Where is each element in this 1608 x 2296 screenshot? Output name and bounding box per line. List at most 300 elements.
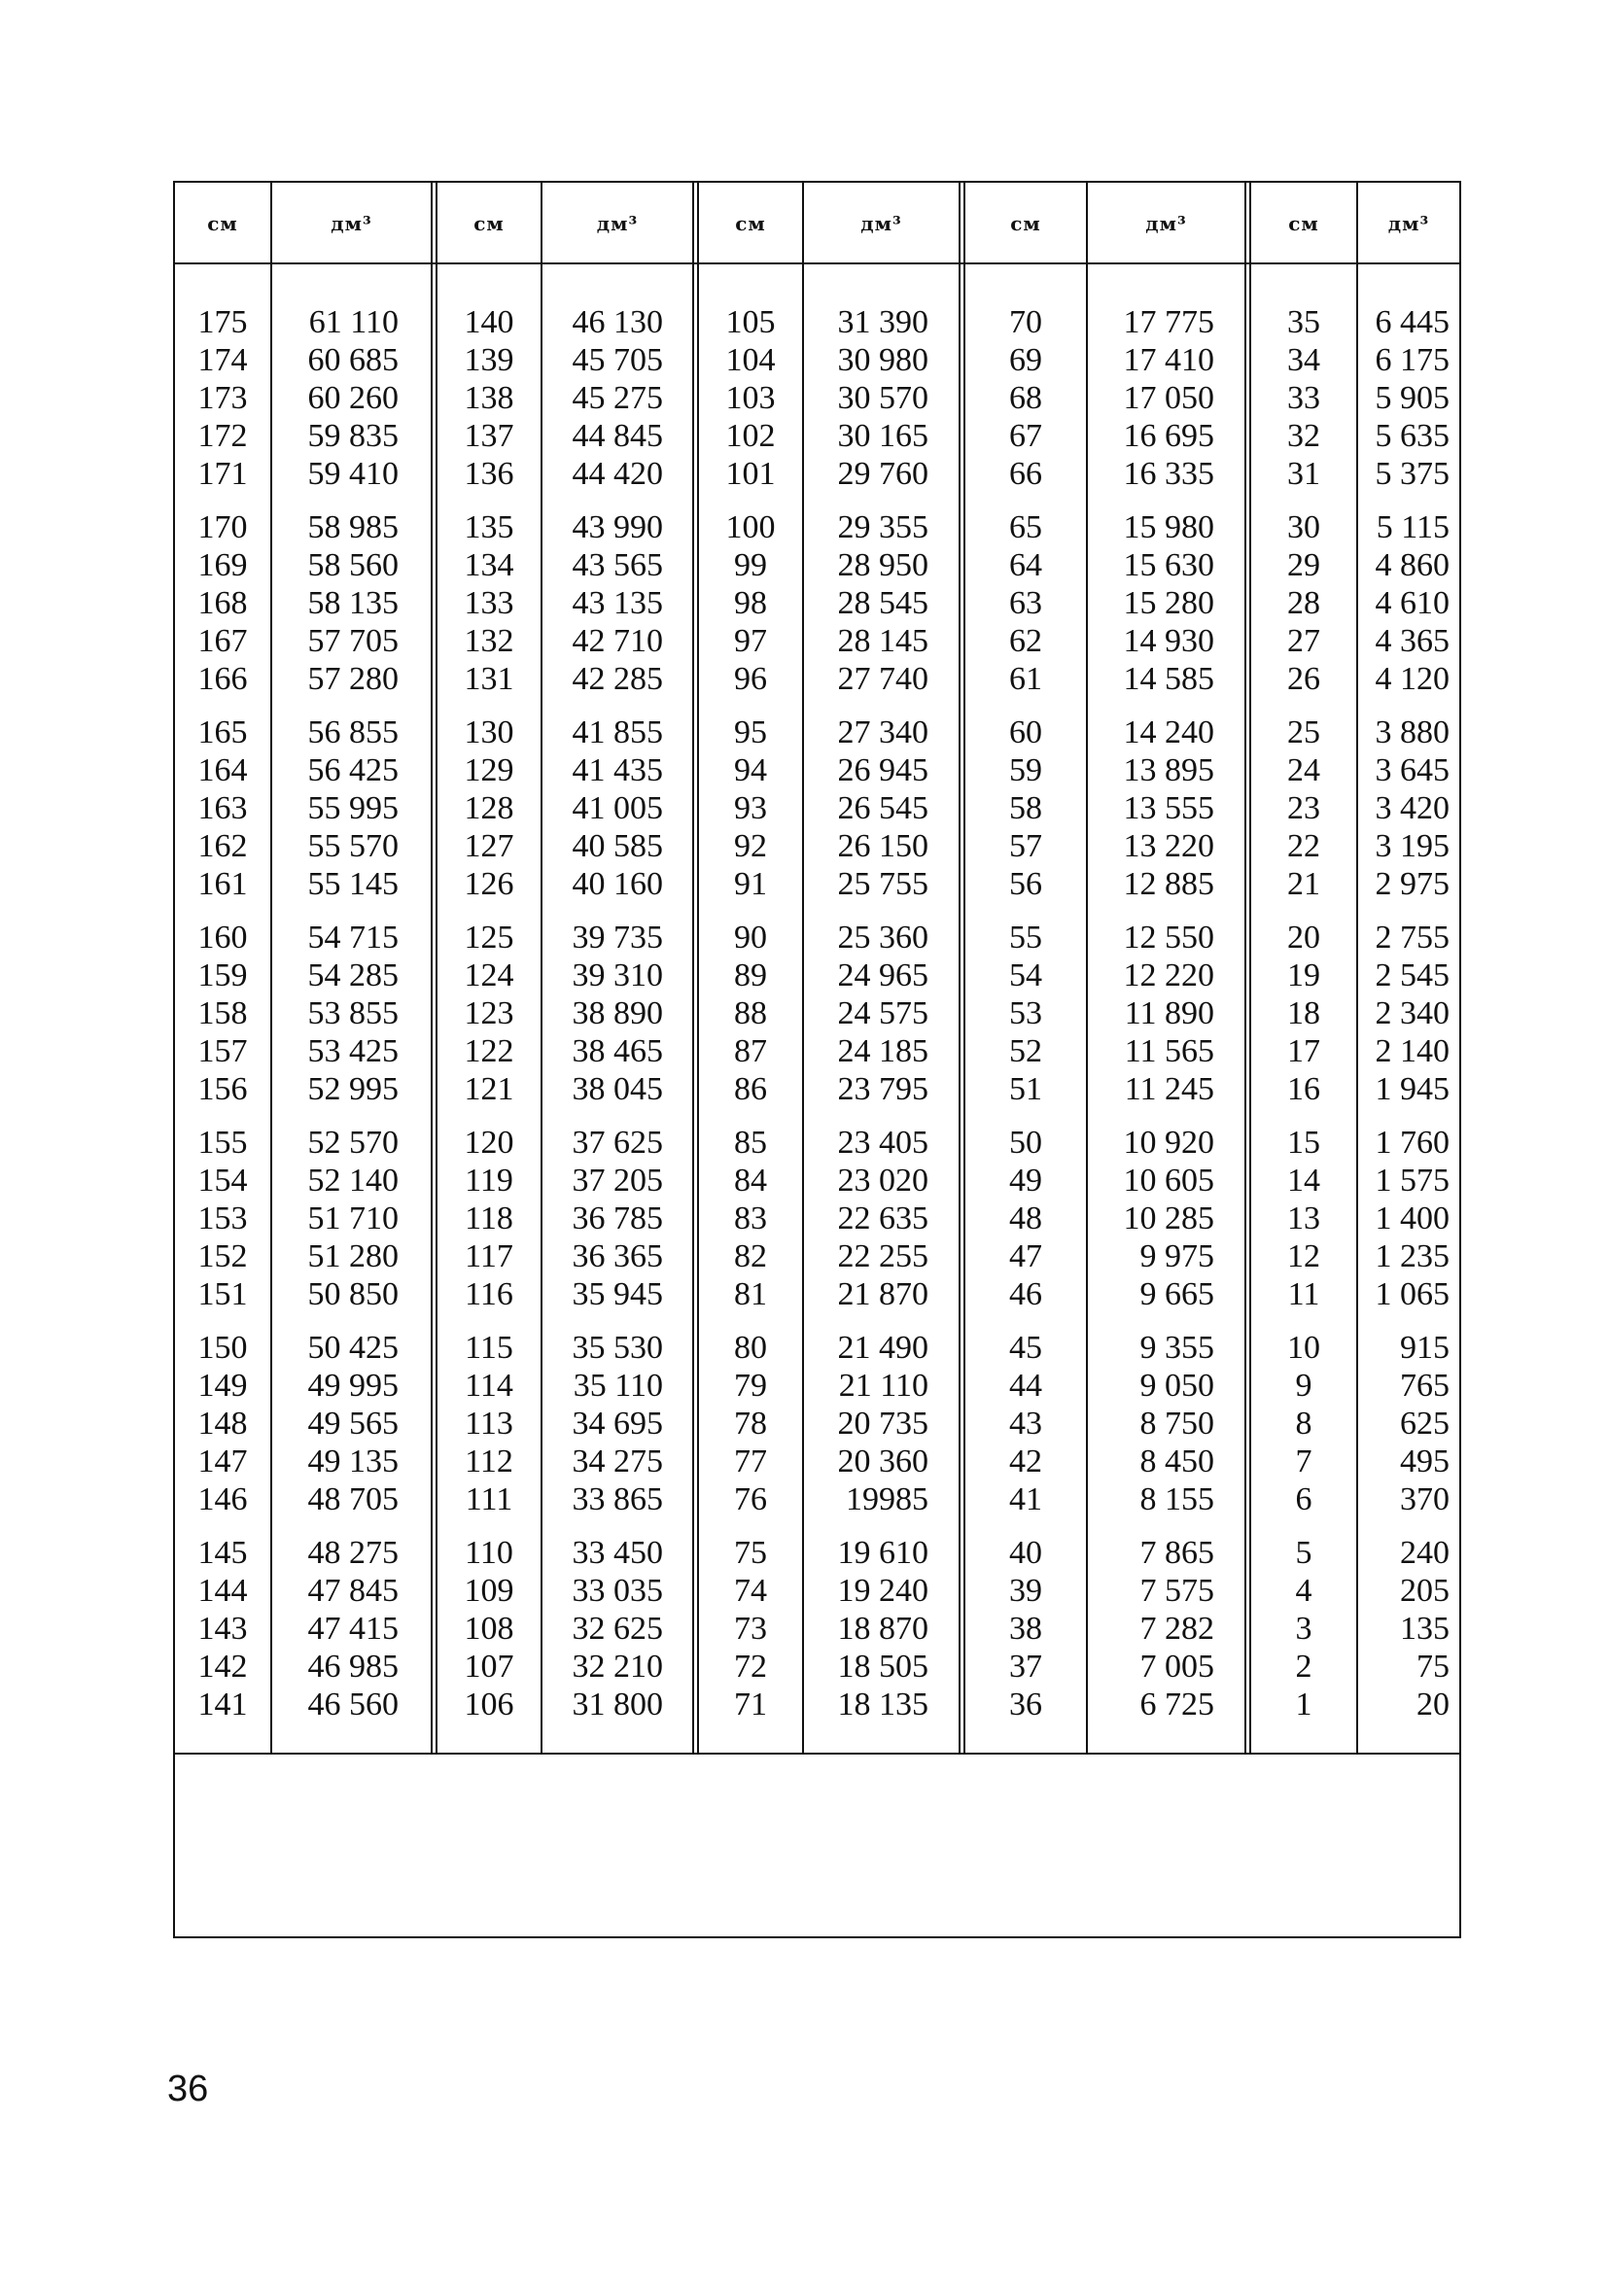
cm-value: 78	[734, 1406, 767, 1442]
dm3-value: 2 340	[1375, 995, 1450, 1031]
cm-value: 72	[734, 1649, 767, 1685]
cm-value: 103	[725, 380, 776, 416]
cm-value: 169	[197, 547, 248, 583]
dm3-value: 31 800	[572, 1687, 663, 1722]
row-group	[1251, 1534, 1356, 1723]
cm-value: 11	[1287, 1276, 1320, 1312]
row-group	[965, 1534, 1086, 1723]
row-group	[272, 303, 399, 493]
dm3-value: 28 145	[837, 623, 928, 659]
row-group	[1088, 1329, 1214, 1518]
cm-value: 149	[197, 1368, 248, 1404]
dm3-value: 47 845	[307, 1573, 399, 1609]
row-group	[965, 1329, 1086, 1518]
dm3-value: 57 280	[307, 661, 399, 697]
row-group	[1358, 1534, 1450, 1723]
dm3-value: 12 550	[1123, 920, 1214, 956]
row-group	[1088, 919, 1214, 1108]
dm3-value: 30 570	[837, 380, 928, 416]
cm-value: 49	[1009, 1163, 1042, 1199]
cm-value: 17	[1287, 1033, 1320, 1069]
cm-value: 132	[464, 623, 514, 659]
cm-value: 167	[197, 623, 248, 659]
cm-value: 31	[1287, 456, 1320, 492]
dm3-value: 40 160	[572, 866, 663, 902]
cm-value: 29	[1287, 547, 1320, 583]
dm3-value: 25 360	[837, 920, 928, 956]
dm3-value: 765	[1400, 1368, 1450, 1404]
cm-value: 42	[1009, 1444, 1042, 1479]
dm3-value: 51 280	[307, 1238, 399, 1274]
cm-value: 91	[734, 866, 767, 902]
cm-value: 32	[1287, 418, 1320, 454]
row-group	[699, 713, 802, 903]
row-group	[699, 1534, 802, 1723]
cm-value: 160	[197, 920, 248, 956]
dm3-value: 18 505	[837, 1649, 928, 1685]
cm-value: 80	[734, 1330, 767, 1366]
cm-value: 57	[1009, 828, 1042, 864]
cm-column-2	[437, 303, 541, 1739]
cm-value: 50	[1009, 1125, 1042, 1161]
dm3-value: 14 930	[1123, 623, 1214, 659]
dm3-value: 2 755	[1375, 920, 1450, 956]
header-cm-5: см	[1288, 212, 1319, 235]
dm3-value: 61 110	[308, 304, 399, 340]
dm3-value: 33 450	[572, 1535, 663, 1571]
dm3-value: 75	[1416, 1649, 1450, 1685]
row-group	[1251, 303, 1356, 493]
cm-value: 117	[465, 1238, 513, 1274]
row-group	[272, 919, 399, 1108]
cm-value: 159	[197, 957, 248, 993]
dm3-value: 15 980	[1123, 509, 1214, 545]
cm-value: 97	[734, 623, 767, 659]
row-group	[542, 1329, 663, 1518]
dm3-value: 2 975	[1375, 866, 1450, 902]
row-group	[804, 713, 928, 903]
dm3-value: 28 950	[837, 547, 928, 583]
dm3-value: 22 635	[837, 1200, 928, 1236]
row-group	[272, 508, 399, 698]
row-group	[175, 1124, 270, 1313]
cm-value: 67	[1009, 418, 1042, 454]
dm3-value: 31 390	[837, 304, 928, 340]
row-group	[1088, 1124, 1214, 1313]
row-group	[1088, 303, 1214, 493]
cm-value: 76	[734, 1481, 767, 1517]
dm3-value: 24 185	[837, 1033, 928, 1069]
cm-value: 147	[197, 1444, 248, 1479]
dm3-value: 43 565	[572, 547, 663, 583]
dm3-value: 58 135	[307, 585, 399, 621]
dm3-value: 35 945	[572, 1276, 663, 1312]
cm-value: 115	[465, 1330, 513, 1366]
dm3-value: 52 570	[307, 1125, 399, 1161]
cm-value: 120	[464, 1125, 514, 1161]
dm3-value: 42 710	[572, 623, 663, 659]
dm3-value: 33 865	[572, 1481, 663, 1517]
dm3-value: 11 565	[1124, 1033, 1214, 1069]
dm3-value: 39 310	[572, 957, 663, 993]
cm-value: 89	[734, 957, 767, 993]
cm-value: 152	[197, 1238, 248, 1274]
cm-value: 79	[734, 1368, 767, 1404]
dm3-value: 6 725	[1139, 1687, 1214, 1722]
cm-value: 81	[734, 1276, 767, 1312]
dm3-value: 49 995	[307, 1368, 399, 1404]
cm-value: 20	[1287, 920, 1320, 956]
cm-value: 28	[1287, 585, 1320, 621]
dm3-value: 54 285	[307, 957, 399, 993]
cm-value: 18	[1287, 995, 1320, 1031]
cm-value: 125	[464, 920, 514, 956]
cm-value: 33	[1287, 380, 1320, 416]
cm-value: 7	[1295, 1444, 1312, 1479]
cm-value: 19	[1287, 957, 1320, 993]
dm3-value: 24 575	[837, 995, 928, 1031]
cm-value: 85	[734, 1125, 767, 1161]
dm3-value: 18 870	[837, 1611, 928, 1647]
cm-value: 158	[197, 995, 248, 1031]
dm3-value: 46 130	[572, 304, 663, 340]
double-column-rule	[692, 183, 699, 1753]
cm-value: 26	[1287, 661, 1320, 697]
cm-value: 23	[1287, 790, 1320, 826]
dm3-value: 50 425	[307, 1330, 399, 1366]
dm3-value: 9 050	[1139, 1368, 1214, 1404]
dm3-value: 7 865	[1139, 1535, 1214, 1571]
cm-value: 16	[1287, 1071, 1320, 1107]
dm3-value: 16 335	[1123, 456, 1214, 492]
dm3-value: 44 845	[572, 418, 663, 454]
dm3-value: 55 570	[307, 828, 399, 864]
row-group	[1088, 508, 1214, 698]
cm-value: 127	[464, 828, 514, 864]
dm3-value: 24 965	[837, 957, 928, 993]
dm3-value: 625	[1400, 1406, 1450, 1442]
table-header	[175, 183, 1459, 264]
cm-value: 15	[1287, 1125, 1320, 1161]
cm-value: 95	[734, 714, 767, 750]
dm3-value: 21 110	[838, 1368, 928, 1404]
cm-value: 45	[1009, 1330, 1042, 1366]
dm3-value: 4 120	[1375, 661, 1450, 697]
row-group	[437, 713, 541, 903]
cm-value: 62	[1009, 623, 1042, 659]
cm-value: 155	[197, 1125, 248, 1161]
dm3-value: 240	[1400, 1535, 1450, 1571]
cm-value: 37	[1009, 1649, 1042, 1685]
cm-value: 150	[197, 1330, 248, 1366]
cm-value: 87	[734, 1033, 767, 1069]
cm-value: 154	[197, 1163, 248, 1199]
row-group	[175, 713, 270, 903]
cm-value: 13	[1287, 1200, 1320, 1236]
cm-value: 75	[734, 1535, 767, 1571]
cm-value: 121	[464, 1071, 514, 1107]
dm3-value: 45 275	[572, 380, 663, 416]
cm-value: 66	[1009, 456, 1042, 492]
cm-value: 93	[734, 790, 767, 826]
row-group	[437, 1534, 541, 1723]
dm3-value: 55 995	[307, 790, 399, 826]
cm-value: 25	[1287, 714, 1320, 750]
cm-value: 63	[1009, 585, 1042, 621]
cm-value: 47	[1009, 1238, 1042, 1274]
cm-value: 98	[734, 585, 767, 621]
dm3-value: 21 870	[837, 1276, 928, 1312]
cm-value: 96	[734, 661, 767, 697]
row-group	[437, 1329, 541, 1518]
row-group	[965, 919, 1086, 1108]
dm3-value: 48 705	[307, 1481, 399, 1517]
dm3-value: 32 625	[572, 1611, 663, 1647]
dm3-value: 13 220	[1123, 828, 1214, 864]
dm3-value: 5 905	[1375, 380, 1450, 416]
dm3-value: 10 605	[1123, 1163, 1214, 1199]
dm3-value: 6 175	[1375, 342, 1450, 378]
dm3-value: 51 710	[307, 1200, 399, 1236]
row-group	[542, 713, 663, 903]
cm-value: 82	[734, 1238, 767, 1274]
dm3-value: 60 260	[307, 380, 399, 416]
dm3-value: 45 705	[572, 342, 663, 378]
dm3-value: 23 020	[837, 1163, 928, 1199]
dm3-value: 15 630	[1123, 547, 1214, 583]
cm-value: 36	[1009, 1687, 1042, 1722]
cm-value: 39	[1009, 1573, 1042, 1609]
dm3-value: 1 760	[1375, 1125, 1450, 1161]
cm-value: 128	[464, 790, 514, 826]
row-group	[1088, 1534, 1214, 1723]
dm3-value: 22 255	[837, 1238, 928, 1274]
row-group	[804, 508, 928, 698]
row-group	[804, 919, 928, 1108]
cm-value: 114	[465, 1368, 513, 1404]
row-group	[1088, 713, 1214, 903]
cm-value: 153	[197, 1200, 248, 1236]
dm3-value: 13 895	[1123, 752, 1214, 788]
cm-value: 1	[1295, 1687, 1312, 1722]
dm3-value: 36 785	[572, 1200, 663, 1236]
row-group	[804, 1124, 928, 1313]
cm-value: 134	[464, 547, 514, 583]
cm-value: 171	[197, 456, 248, 492]
cm-value: 54	[1009, 957, 1042, 993]
dm3-value: 23 405	[837, 1125, 928, 1161]
row-group	[699, 508, 802, 698]
row-group	[437, 303, 541, 493]
cm-value: 145	[197, 1535, 248, 1571]
dm3-value: 20	[1416, 1687, 1450, 1722]
dm3-value: 35 530	[572, 1330, 663, 1366]
row-group	[1358, 919, 1450, 1108]
cm-value: 142	[197, 1649, 248, 1685]
dm3-value: 52 140	[307, 1163, 399, 1199]
dm3-value: 40 585	[572, 828, 663, 864]
dm3-value: 57 705	[307, 623, 399, 659]
cm-value: 55	[1009, 920, 1042, 956]
cm-value: 38	[1009, 1611, 1042, 1647]
dm3-value: 5 635	[1375, 418, 1450, 454]
row-group	[1251, 919, 1356, 1108]
row-group	[699, 919, 802, 1108]
cm-value: 161	[197, 866, 248, 902]
dm3-column-5	[1358, 303, 1450, 1739]
cm-value: 100	[725, 509, 776, 545]
dm3-value: 30 980	[837, 342, 928, 378]
cm-value: 14	[1287, 1163, 1320, 1199]
row-group	[542, 1534, 663, 1723]
cm-value: 172	[197, 418, 248, 454]
dm3-value: 9 355	[1139, 1330, 1214, 1366]
dm3-value: 1 400	[1375, 1200, 1450, 1236]
dm3-value: 53 855	[307, 995, 399, 1031]
header-dm-1: дм³	[331, 212, 372, 235]
cm-column-5	[1251, 303, 1356, 1739]
dm3-value: 8 155	[1139, 1481, 1214, 1517]
dm3-value: 21 490	[837, 1330, 928, 1366]
dm3-value: 27 340	[837, 714, 928, 750]
header-cm-2: см	[473, 212, 505, 235]
dm3-value: 53 425	[307, 1033, 399, 1069]
dm3-value: 39 735	[572, 920, 663, 956]
dm3-value: 55 145	[307, 866, 399, 902]
dm3-value: 11 890	[1124, 995, 1214, 1031]
row-group	[437, 919, 541, 1108]
cm-value: 84	[734, 1163, 767, 1199]
cm-value: 162	[197, 828, 248, 864]
row-group	[1251, 713, 1356, 903]
dm3-value: 38 045	[572, 1071, 663, 1107]
cm-value: 136	[464, 456, 514, 492]
row-group	[1358, 508, 1450, 698]
dm3-value: 41 855	[572, 714, 663, 750]
cm-value: 110	[465, 1535, 513, 1571]
dm3-value: 17 410	[1123, 342, 1214, 378]
dm3-value: 58 985	[307, 509, 399, 545]
dm3-value: 1 575	[1375, 1163, 1450, 1199]
row-group	[1251, 508, 1356, 698]
dm3-value: 56 855	[307, 714, 399, 750]
cm-value: 34	[1287, 342, 1320, 378]
page-number: 36	[167, 2069, 209, 2109]
cm-value: 113	[465, 1406, 513, 1442]
double-column-rule	[1244, 183, 1251, 1753]
dm3-value: 29 355	[837, 509, 928, 545]
cm-value: 105	[725, 304, 776, 340]
dm3-value: 4 610	[1375, 585, 1450, 621]
dm3-value: 15 280	[1123, 585, 1214, 621]
dm3-value: 47 415	[307, 1611, 399, 1647]
double-column-rule	[431, 183, 437, 1753]
dm3-value: 41 435	[572, 752, 663, 788]
dm3-value: 6 445	[1375, 304, 1450, 340]
dm3-value: 3 420	[1375, 790, 1450, 826]
dm3-value: 7 575	[1139, 1573, 1214, 1609]
row-group	[437, 508, 541, 698]
cm-value: 140	[464, 304, 514, 340]
row-group	[175, 1534, 270, 1723]
cm-value: 163	[197, 790, 248, 826]
cm-column-4	[965, 303, 1086, 1739]
cm-value: 146	[197, 1481, 248, 1517]
row-group	[272, 1329, 399, 1518]
dm3-value: 14 240	[1123, 714, 1214, 750]
row-group	[437, 1124, 541, 1313]
cm-value: 8	[1295, 1406, 1312, 1442]
cm-value: 129	[464, 752, 514, 788]
dm3-value: 20 360	[837, 1444, 928, 1479]
cm-value: 104	[725, 342, 776, 378]
cm-value: 173	[197, 380, 248, 416]
dm3-value: 7 282	[1139, 1611, 1214, 1647]
dm3-value: 10 285	[1123, 1200, 1214, 1236]
cm-column-3	[699, 303, 802, 1739]
dm3-value: 4 860	[1375, 547, 1450, 583]
dm3-value: 19 610	[837, 1535, 928, 1571]
cm-value: 43	[1009, 1406, 1042, 1442]
cm-value: 10	[1287, 1330, 1320, 1366]
dm3-value: 56 425	[307, 752, 399, 788]
cm-value: 4	[1295, 1573, 1312, 1609]
cm-value: 122	[464, 1033, 514, 1069]
cm-value: 111	[465, 1481, 513, 1517]
cm-value: 68	[1009, 380, 1042, 416]
cm-value: 109	[464, 1573, 514, 1609]
dm3-value: 36 365	[572, 1238, 663, 1274]
cm-value: 73	[734, 1611, 767, 1647]
cm-value: 118	[465, 1200, 513, 1236]
cm-value: 2	[1295, 1649, 1312, 1685]
cm-value: 123	[464, 995, 514, 1031]
cm-value: 6	[1295, 1481, 1312, 1517]
cm-value: 27	[1287, 623, 1320, 659]
dm3-value: 12 220	[1123, 957, 1214, 993]
cm-value: 139	[464, 342, 514, 378]
header-dm-5: дм³	[1387, 212, 1430, 235]
double-column-rule	[959, 183, 965, 1753]
cm-value: 69	[1009, 342, 1042, 378]
dm3-value: 19 240	[837, 1573, 928, 1609]
cm-value: 35	[1287, 304, 1320, 340]
row-group	[804, 1534, 928, 1723]
row-group	[542, 1124, 663, 1313]
header-cm-4: см	[1010, 212, 1041, 235]
dm3-value: 10 920	[1123, 1125, 1214, 1161]
dm3-value: 3 195	[1375, 828, 1450, 864]
cm-value: 124	[464, 957, 514, 993]
cm-value: 3	[1295, 1611, 1312, 1647]
dm3-value: 18 135	[837, 1687, 928, 1722]
cm-value: 101	[725, 456, 776, 492]
cm-value: 148	[197, 1406, 248, 1442]
cm-value: 107	[464, 1649, 514, 1685]
cm-value: 102	[725, 418, 776, 454]
row-group	[804, 303, 928, 493]
cm-value: 24	[1287, 752, 1320, 788]
row-group	[542, 303, 663, 493]
cm-value: 151	[197, 1276, 248, 1312]
dm3-value: 19985	[846, 1481, 928, 1517]
dm3-value: 28 545	[837, 585, 928, 621]
cm-value: 52	[1009, 1033, 1042, 1069]
dm3-value: 14 585	[1123, 661, 1214, 697]
cm-value: 64	[1009, 547, 1042, 583]
dm3-value: 49 135	[307, 1444, 399, 1479]
cm-value: 44	[1009, 1368, 1042, 1404]
